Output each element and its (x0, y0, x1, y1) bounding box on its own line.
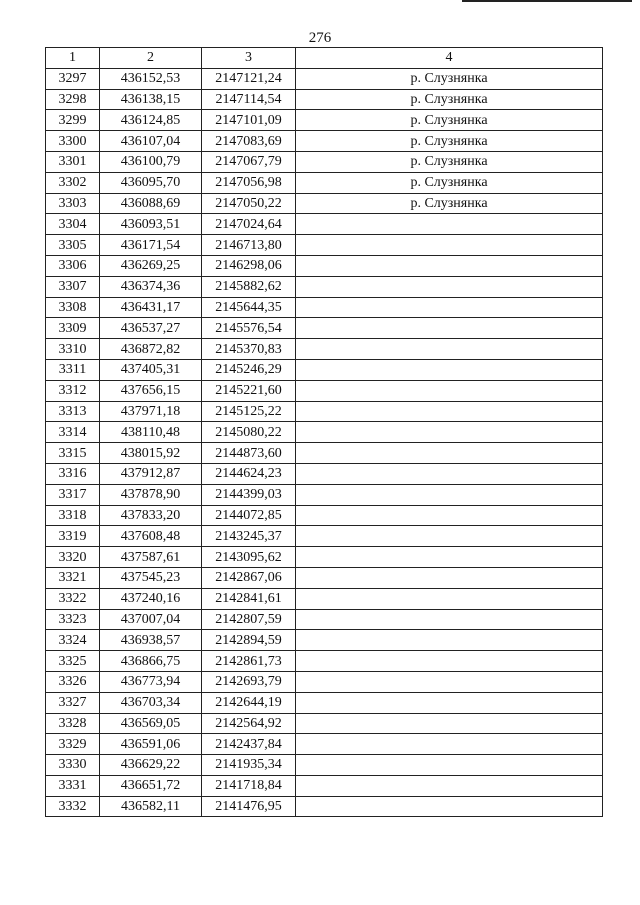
y-coordinate-cell: 2141476,95 (202, 796, 296, 817)
x-coordinate-cell: 436107,04 (100, 131, 202, 152)
point-number-cell: 3329 (46, 734, 100, 755)
y-coordinate-cell: 2142867,06 (202, 567, 296, 588)
y-coordinate-cell: 2145246,29 (202, 359, 296, 380)
description-cell: р. Слузнянка (296, 89, 603, 110)
table-row (46, 547, 603, 568)
description-cell: р. Слузнянка (296, 68, 603, 89)
point-number-cell: 3332 (46, 796, 100, 817)
point-number-cell: 3314 (46, 422, 100, 443)
y-coordinate-cell: 2146298,06 (202, 255, 296, 276)
point-number-cell: 3331 (46, 775, 100, 796)
point-number-cell: 3320 (46, 547, 100, 568)
point-number-cell: 3302 (46, 172, 100, 193)
point-number-cell: 3300 (46, 131, 100, 152)
table-row (46, 484, 603, 505)
x-coordinate-cell: 437240,16 (100, 588, 202, 609)
description-cell (296, 567, 603, 588)
y-coordinate-cell: 2142861,73 (202, 651, 296, 672)
point-number-cell: 3324 (46, 630, 100, 651)
y-coordinate-cell: 2142564,92 (202, 713, 296, 734)
description-cell (296, 796, 603, 817)
x-coordinate-cell: 436651,72 (100, 775, 202, 796)
y-coordinate-cell: 2142644,19 (202, 692, 296, 713)
x-coordinate-cell: 438015,92 (100, 443, 202, 464)
x-coordinate-cell: 436582,11 (100, 796, 202, 817)
y-coordinate-cell: 2145125,22 (202, 401, 296, 422)
header-row (46, 48, 603, 69)
description-cell (296, 255, 603, 276)
header-col-1: 1 (46, 48, 100, 69)
y-coordinate-cell: 2142841,61 (202, 588, 296, 609)
x-coordinate-cell: 436152,53 (100, 68, 202, 89)
x-coordinate-cell: 437912,87 (100, 463, 202, 484)
table-body (46, 68, 603, 817)
table-row (46, 276, 603, 297)
table-row (46, 235, 603, 256)
y-coordinate-cell: 2145221,60 (202, 380, 296, 401)
description-cell (296, 755, 603, 776)
point-number-cell: 3321 (46, 567, 100, 588)
x-coordinate-cell: 436872,82 (100, 339, 202, 360)
table-row (46, 567, 603, 588)
table-row (46, 131, 603, 152)
description-cell (296, 547, 603, 568)
page-number: 276 (308, 30, 332, 46)
table-row (46, 463, 603, 484)
point-number-cell: 3318 (46, 505, 100, 526)
y-coordinate-cell: 2142693,79 (202, 671, 296, 692)
description-cell (296, 359, 603, 380)
table-row (46, 734, 603, 755)
x-coordinate-cell: 436124,85 (100, 110, 202, 131)
point-number-cell: 3319 (46, 526, 100, 547)
y-coordinate-cell: 2141935,34 (202, 755, 296, 776)
point-number-cell: 3326 (46, 671, 100, 692)
description-cell (296, 401, 603, 422)
description-cell (296, 671, 603, 692)
point-number-cell: 3305 (46, 235, 100, 256)
description-cell (296, 609, 603, 630)
point-number-cell: 3306 (46, 255, 100, 276)
description-cell (296, 297, 603, 318)
description-cell (296, 651, 603, 672)
y-coordinate-cell: 2145370,83 (202, 339, 296, 360)
point-number-cell: 3312 (46, 380, 100, 401)
x-coordinate-cell: 436938,57 (100, 630, 202, 651)
table-row (46, 526, 603, 547)
point-number-cell: 3317 (46, 484, 100, 505)
description-cell (296, 588, 603, 609)
table-row (46, 401, 603, 422)
point-number-cell: 3328 (46, 713, 100, 734)
y-coordinate-cell: 2145644,35 (202, 297, 296, 318)
x-coordinate-cell: 436591,06 (100, 734, 202, 755)
x-coordinate-cell: 436537,27 (100, 318, 202, 339)
description-cell: р. Слузнянка (296, 172, 603, 193)
y-coordinate-cell: 2143245,37 (202, 526, 296, 547)
point-number-cell: 3327 (46, 692, 100, 713)
coordinates-table (45, 47, 603, 817)
point-number-cell: 3308 (46, 297, 100, 318)
table-row (46, 297, 603, 318)
x-coordinate-cell: 436866,75 (100, 651, 202, 672)
x-coordinate-cell: 436374,36 (100, 276, 202, 297)
description-cell (296, 505, 603, 526)
point-number-cell: 3325 (46, 651, 100, 672)
y-coordinate-cell: 2142437,84 (202, 734, 296, 755)
point-number-cell: 3304 (46, 214, 100, 235)
x-coordinate-cell: 436093,51 (100, 214, 202, 235)
x-coordinate-cell: 437405,31 (100, 359, 202, 380)
point-number-cell: 3322 (46, 588, 100, 609)
y-coordinate-cell: 2146713,80 (202, 235, 296, 256)
point-number-cell: 3307 (46, 276, 100, 297)
table-row (46, 755, 603, 776)
table-row (46, 505, 603, 526)
y-coordinate-cell: 2145576,54 (202, 318, 296, 339)
table-row (46, 318, 603, 339)
y-coordinate-cell: 2145882,62 (202, 276, 296, 297)
table-row (46, 68, 603, 89)
point-number-cell: 3323 (46, 609, 100, 630)
header-col-4: 4 (296, 48, 603, 69)
x-coordinate-cell: 436095,70 (100, 172, 202, 193)
x-coordinate-cell: 436138,15 (100, 89, 202, 110)
x-coordinate-cell: 436629,22 (100, 755, 202, 776)
point-number-cell: 3303 (46, 193, 100, 214)
y-coordinate-cell: 2143095,62 (202, 547, 296, 568)
description-cell (296, 276, 603, 297)
x-coordinate-cell: 436269,25 (100, 255, 202, 276)
table-row (46, 151, 603, 172)
table-row (46, 89, 603, 110)
table-row (46, 609, 603, 630)
x-coordinate-cell: 437833,20 (100, 505, 202, 526)
y-coordinate-cell: 2147114,54 (202, 89, 296, 110)
point-number-cell: 3330 (46, 755, 100, 776)
table-row (46, 255, 603, 276)
table-row (46, 359, 603, 380)
x-coordinate-cell: 437608,48 (100, 526, 202, 547)
y-coordinate-cell: 2142807,59 (202, 609, 296, 630)
x-coordinate-cell: 436703,34 (100, 692, 202, 713)
point-number-cell: 3311 (46, 359, 100, 380)
description-cell (296, 526, 603, 547)
description-cell (296, 443, 603, 464)
table-row (46, 588, 603, 609)
y-coordinate-cell: 2147024,64 (202, 214, 296, 235)
description-cell: р. Слузнянка (296, 110, 603, 131)
y-coordinate-cell: 2147067,79 (202, 151, 296, 172)
x-coordinate-cell: 437587,61 (100, 547, 202, 568)
x-coordinate-cell: 436569,05 (100, 713, 202, 734)
table-row (46, 443, 603, 464)
point-number-cell: 3310 (46, 339, 100, 360)
x-coordinate-cell: 436171,54 (100, 235, 202, 256)
table-row (46, 339, 603, 360)
point-number-cell: 3298 (46, 89, 100, 110)
description-cell (296, 235, 603, 256)
table-row (46, 193, 603, 214)
x-coordinate-cell: 437007,04 (100, 609, 202, 630)
description-cell: р. Слузнянка (296, 131, 603, 152)
description-cell (296, 734, 603, 755)
x-coordinate-cell: 436773,94 (100, 671, 202, 692)
x-coordinate-cell: 438110,48 (100, 422, 202, 443)
table-row (46, 110, 603, 131)
y-coordinate-cell: 2144399,03 (202, 484, 296, 505)
table-row (46, 796, 603, 817)
point-number-cell: 3309 (46, 318, 100, 339)
header-col-2: 2 (100, 48, 202, 69)
point-number-cell: 3301 (46, 151, 100, 172)
x-coordinate-cell: 437656,15 (100, 380, 202, 401)
table-row (46, 630, 603, 651)
description-cell (296, 692, 603, 713)
description-cell (296, 214, 603, 235)
description-cell (296, 339, 603, 360)
y-coordinate-cell: 2144624,23 (202, 463, 296, 484)
table-row (46, 651, 603, 672)
description-cell (296, 318, 603, 339)
table-header (46, 48, 603, 69)
description-cell: р. Слузнянка (296, 193, 603, 214)
header-col-3: 3 (202, 48, 296, 69)
x-coordinate-cell: 436431,17 (100, 297, 202, 318)
table-row (46, 172, 603, 193)
description-cell (296, 380, 603, 401)
y-coordinate-cell: 2144873,60 (202, 443, 296, 464)
description-cell (296, 422, 603, 443)
table-row (46, 671, 603, 692)
point-number-cell: 3316 (46, 463, 100, 484)
point-number-cell: 3315 (46, 443, 100, 464)
point-number-cell: 3313 (46, 401, 100, 422)
y-coordinate-cell: 2145080,22 (202, 422, 296, 443)
table-row (46, 775, 603, 796)
description-cell: р. Слузнянка (296, 151, 603, 172)
point-number-cell: 3297 (46, 68, 100, 89)
table-row (46, 692, 603, 713)
x-coordinate-cell: 437971,18 (100, 401, 202, 422)
x-coordinate-cell: 437545,23 (100, 567, 202, 588)
description-cell (296, 713, 603, 734)
x-coordinate-cell: 436088,69 (100, 193, 202, 214)
x-coordinate-cell: 437878,90 (100, 484, 202, 505)
y-coordinate-cell: 2147050,22 (202, 193, 296, 214)
description-cell (296, 775, 603, 796)
point-number-cell: 3299 (46, 110, 100, 131)
table-row (46, 713, 603, 734)
x-coordinate-cell: 436100,79 (100, 151, 202, 172)
y-coordinate-cell: 2147101,09 (202, 110, 296, 131)
description-cell (296, 630, 603, 651)
table-row (46, 214, 603, 235)
y-coordinate-cell: 2147121,24 (202, 68, 296, 89)
y-coordinate-cell: 2144072,85 (202, 505, 296, 526)
y-coordinate-cell: 2147083,69 (202, 131, 296, 152)
y-coordinate-cell: 2147056,98 (202, 172, 296, 193)
scan-edge-mark (462, 0, 632, 4)
description-cell (296, 484, 603, 505)
table-row (46, 380, 603, 401)
y-coordinate-cell: 2142894,59 (202, 630, 296, 651)
y-coordinate-cell: 2141718,84 (202, 775, 296, 796)
table-row (46, 422, 603, 443)
description-cell (296, 463, 603, 484)
